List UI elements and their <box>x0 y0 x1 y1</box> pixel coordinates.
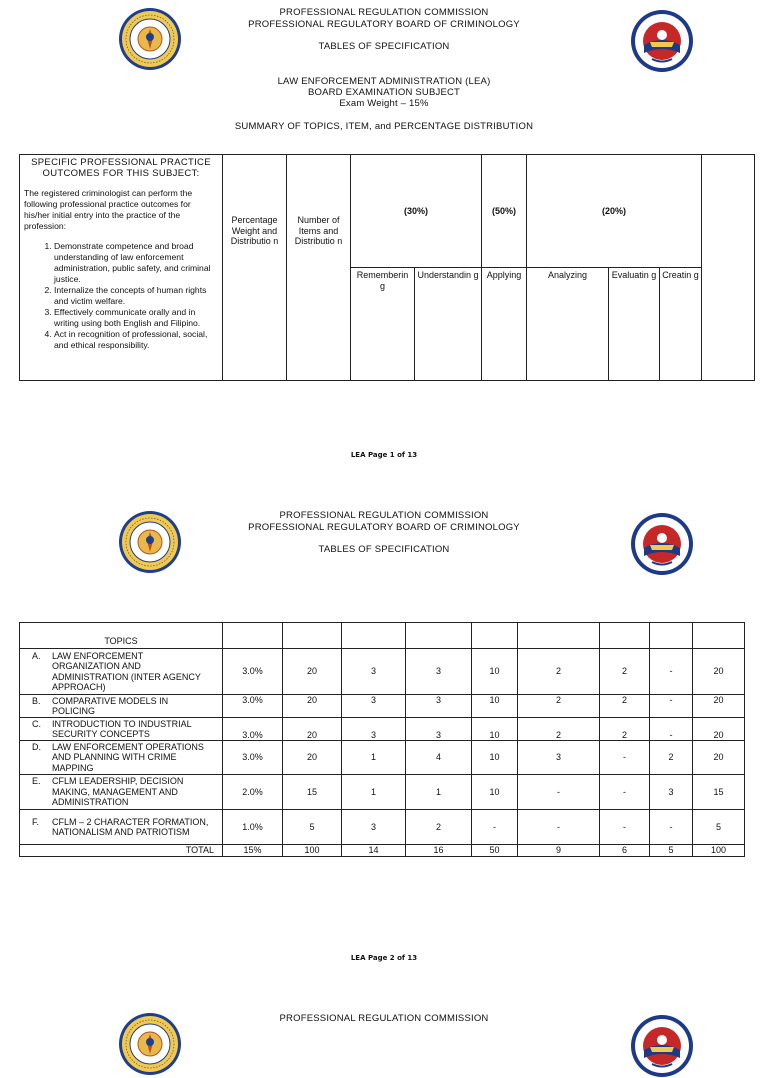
table-row <box>20 649 745 695</box>
evaluating-cell: 2 <box>600 649 650 695</box>
header-board: PROFESSIONAL REGULATORY BOARD OF CRIMINOLOGY <box>248 522 520 533</box>
remembering-cell: 3 <box>342 718 406 741</box>
analyzing-cell: - <box>518 775 600 810</box>
total-items-cell: 20 <box>693 741 745 775</box>
pct-cell: 1.0% <box>223 810 283 845</box>
level-creating: Creatin g <box>660 268 702 381</box>
pct-cell: 3.0% <box>223 741 283 775</box>
outcome-item: 4. Act in recognition of professional, social, and ethical responsibility. <box>54 329 218 351</box>
topic-cell <box>20 718 223 741</box>
total-items-cell: 20 <box>693 718 745 741</box>
pct-cell: 3.0% <box>223 695 283 718</box>
level-analyzing: Analyzing <box>527 268 609 381</box>
analyzing-cell: 2 <box>518 649 600 695</box>
topic-letter: C. <box>32 718 41 729</box>
topics-table <box>19 622 745 857</box>
total-applying: 50 <box>472 845 518 857</box>
applying-cell: 10 <box>472 649 518 695</box>
items-cell: 15 <box>283 775 342 810</box>
exam-weight: Exam Weight – 15% <box>339 98 429 109</box>
applying-cell: 10 <box>472 718 518 741</box>
page-footer: LEA Page 2 of 13 <box>350 954 418 962</box>
total-items-cell: 20 <box>693 649 745 695</box>
total-pct: 15% <box>223 845 283 857</box>
understanding-cell: 3 <box>406 695 472 718</box>
topic-letter: A. <box>32 650 41 661</box>
remembering-cell: 1 <box>342 741 406 775</box>
items-cell: 20 <box>283 649 342 695</box>
creating-cell: 3 <box>650 775 693 810</box>
evaluating-cell: - <box>600 741 650 775</box>
total-items-cell: 15 <box>693 775 745 810</box>
understanding-cell: 1 <box>406 775 472 810</box>
topic-cell <box>20 775 223 810</box>
summary-title: SUMMARY OF TOPICS, ITEM, and PERCENTAGE DISTRIBUTION <box>234 121 534 132</box>
creating-cell: 2 <box>650 741 693 775</box>
items-cell: 5 <box>283 810 342 845</box>
total-items: 100 <box>283 845 342 857</box>
page-footer: LEA Page 1 of 13 <box>350 451 418 459</box>
table-row <box>20 718 745 741</box>
pct-cell: 2.0% <box>223 775 283 810</box>
topic-name: CFLM – 2 CHARACTER FORMATION, NATIONALISM AND PATRIOTISM <box>52 816 209 837</box>
applying-cell: 10 <box>472 775 518 810</box>
evaluating-cell: - <box>600 810 650 845</box>
topic-cell <box>20 741 223 775</box>
level-applying: Applying <box>482 268 527 381</box>
header-commission: PROFESSIONAL REGULATION COMMISSION <box>279 7 489 18</box>
understanding-cell: 2 <box>406 810 472 845</box>
topics-header-row <box>20 623 745 649</box>
topics-header: TOPICS <box>20 623 223 649</box>
total-remembering: 14 <box>342 845 406 857</box>
header-commission: PROFESSIONAL REGULATION COMMISSION <box>279 1013 489 1024</box>
outcomes-intro: The registered criminologist can perform the following professional practice outcomes for his/her initial entry into the practice of the profession: <box>24 188 193 231</box>
total-items-cell: 20 <box>693 695 745 718</box>
pct-cell: 3.0% <box>223 718 283 741</box>
topic-name: LAW ENFORCEMENT ORGANIZATION AND ADMINISTRATION (INTER AGENCY APPROACH) <box>52 650 201 692</box>
outcome-item: 2. Internalize the concepts of human rights and victim welfare. <box>54 285 218 307</box>
table-row <box>20 775 745 810</box>
header-commission: PROFESSIONAL REGULATION COMMISSION <box>279 510 489 521</box>
items-cell: 20 <box>283 695 342 718</box>
subject-title: LAW ENFORCEMENT ADMINISTRATION (LEA) <box>277 76 491 87</box>
outcomes-heading: SPECIFIC PROFESSIONAL PRACTICE OUTCOMES FOR THIS SUBJECT: <box>31 157 211 179</box>
remembering-cell: 3 <box>342 695 406 718</box>
level-evaluating: Evaluatin g <box>609 268 660 381</box>
table-row <box>20 741 745 775</box>
analyzing-cell: 2 <box>518 718 600 741</box>
remembering-cell: 3 <box>342 649 406 695</box>
evaluating-cell: 2 <box>600 695 650 718</box>
topic-name: INTRODUCTION TO INDUSTRIAL SECURITY CONCEPTS <box>52 718 192 739</box>
outcome-item: 3. Effectively communicate orally and in writing using both English and Filipino. <box>54 307 218 329</box>
total-understanding: 16 <box>406 845 472 857</box>
header-tables-title: TABLES OF SPECIFICATION <box>318 41 450 52</box>
topic-cell <box>20 810 223 845</box>
items-cell: 20 <box>283 718 342 741</box>
creating-cell: - <box>650 649 693 695</box>
topic-cell <box>20 695 223 718</box>
applying-cell: - <box>472 810 518 845</box>
evaluating-cell: - <box>600 775 650 810</box>
total-label: TOTAL <box>20 845 223 857</box>
understanding-cell: 3 <box>406 718 472 741</box>
pct-cell: 3.0% <box>223 649 283 695</box>
topic-name: LAW ENFORCEMENT OPERATIONS AND PLANNING WITH CRIME MAPPING <box>52 741 204 773</box>
analyzing-cell: 2 <box>518 695 600 718</box>
topic-letter: D. <box>32 741 41 752</box>
topic-letter: F. <box>32 816 40 827</box>
topic-letter: B. <box>32 695 41 706</box>
creating-cell: - <box>650 718 693 741</box>
topic-letter: E. <box>32 776 41 787</box>
topic-cell <box>20 649 223 695</box>
level-understanding: Understandin g <box>415 268 482 381</box>
percentage-weight-header: Percentage Weight and Distributio n <box>223 155 287 381</box>
topic-name: COMPARATIVE MODELS IN POLICING <box>52 695 169 716</box>
total-items-cell: 5 <box>693 810 745 845</box>
evaluating-cell: 2 <box>600 718 650 741</box>
understanding-cell: 3 <box>406 649 472 695</box>
subject-subtitle: BOARD EXAMINATION SUBJECT <box>307 87 461 98</box>
number-of-items-header: Number of Items and Distributio n <box>287 155 351 381</box>
total-evaluating: 6 <box>600 845 650 857</box>
outcome-item: 1. Demonstrate competence and broad understanding of law enforcement administration, public safety, and criminal justice. <box>54 241 218 285</box>
level-remembering: Rememberin g <box>351 268 415 381</box>
header-board: PROFESSIONAL REGULATORY BOARD OF CRIMINOLOGY <box>248 19 520 30</box>
total-analyzing: 9 <box>518 845 600 857</box>
header-tables-title: TABLES OF SPECIFICATION <box>318 544 450 555</box>
analyzing-cell: - <box>518 810 600 845</box>
applying-cell: 10 <box>472 695 518 718</box>
items-cell: 20 <box>283 741 342 775</box>
pct-30-header: (30%) <box>351 155 482 268</box>
topic-name: CFLM LEADERSHIP, DECISION MAKING, MANAGEMENT AND ADMINISTRATION <box>52 776 184 808</box>
remembering-cell: 3 <box>342 810 406 845</box>
understanding-cell: 4 <box>406 741 472 775</box>
creating-cell: - <box>650 810 693 845</box>
creating-cell: - <box>650 695 693 718</box>
pct-50-header: (50%) <box>482 155 527 268</box>
pct-20-header: (20%) <box>527 155 702 268</box>
remembering-cell: 1 <box>342 775 406 810</box>
table-row <box>20 695 745 718</box>
analyzing-cell: 3 <box>518 741 600 775</box>
total-row <box>20 845 745 857</box>
table-row <box>20 810 745 845</box>
total-grand: 100 <box>693 845 745 857</box>
total-creating: 5 <box>650 845 693 857</box>
applying-cell: 10 <box>472 741 518 775</box>
